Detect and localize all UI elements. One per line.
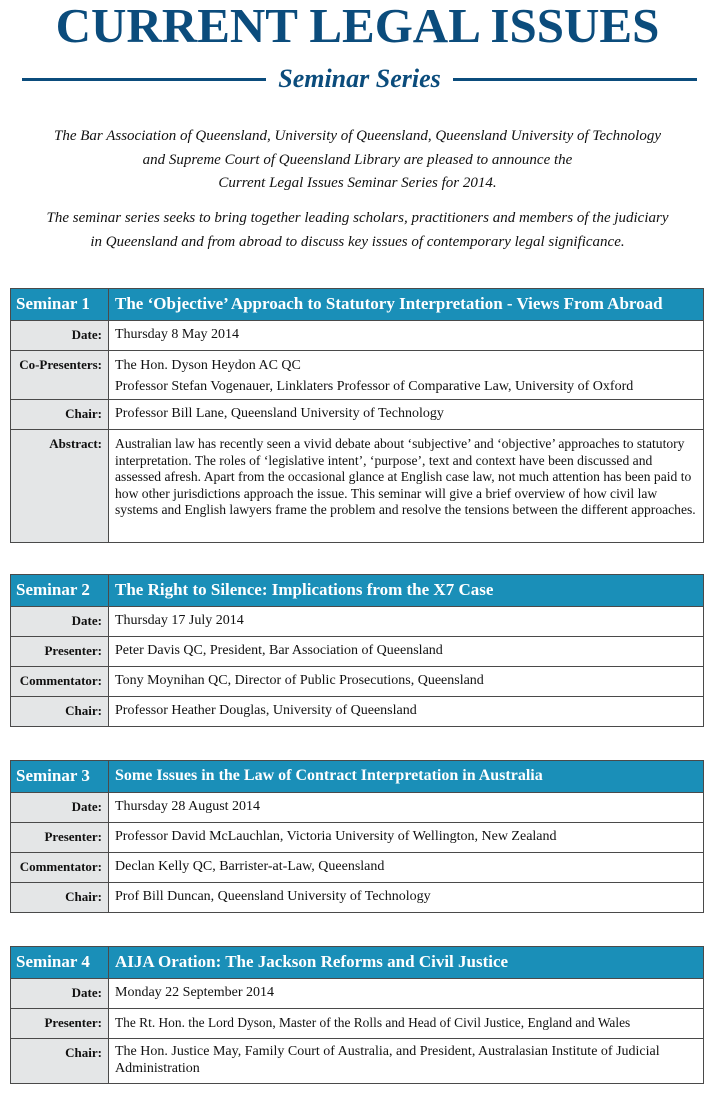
row-value: Declan Kelly QC, Barrister-at-Law, Queensland	[109, 853, 704, 883]
seminar-number: Seminar 2	[11, 575, 109, 607]
row-value: Thursday 28 August 2014	[109, 793, 704, 823]
seminar-row	[11, 1039, 704, 1084]
subtitle-row	[22, 60, 697, 98]
seminar-row	[11, 853, 704, 883]
seminar-row	[11, 979, 704, 1009]
row-value: Thursday 8 May 2014	[109, 321, 704, 351]
seminar-title: Some Issues in the Law of Contract Interpretation in Australia	[109, 761, 704, 793]
row-value: Professor Bill Lane, Queensland University of Technology	[109, 400, 704, 430]
seminar-header	[11, 289, 704, 321]
seminar-row	[11, 637, 704, 667]
seminar-number: Seminar 3	[11, 761, 109, 793]
row-value: Professor David McLauchlan, Victoria University of Wellington, New Zealand	[109, 823, 704, 853]
row-label: Chair:	[11, 883, 109, 913]
seminar-title: The Right to Silence: Implications from the X7 Case	[109, 575, 704, 607]
seminar-1-table	[10, 288, 704, 543]
intro-line: Current Legal Issues Seminar Series for 2014.	[218, 175, 497, 191]
row-label: Presenter:	[11, 637, 109, 667]
row-label: Date:	[11, 321, 109, 351]
row-label: Chair:	[11, 400, 109, 430]
subtitle-rule-right	[453, 78, 697, 81]
row-value: Prof Bill Duncan, Queensland University of Technology	[109, 883, 704, 913]
seminar-header	[11, 761, 704, 793]
row-value	[109, 351, 704, 400]
seminar-number: Seminar 1	[11, 289, 109, 321]
row-label: Chair:	[11, 1039, 109, 1084]
row-label: Date:	[11, 793, 109, 823]
seminar-row	[11, 883, 704, 913]
seminar-row	[11, 607, 704, 637]
row-label: Date:	[11, 979, 109, 1009]
intro-paragraph-1	[0, 125, 715, 196]
seminar-number: Seminar 4	[11, 947, 109, 979]
seminar-title: AIJA Oration: The Jackson Reforms and Civil Justice	[109, 947, 704, 979]
row-value: Australian law has recently seen a vivid debate about ‘subjective’ and ‘objective’ approaches to statutory interpretation. The roles of ‘legislative intent’, ‘purpose’, text and context have been discussed and assessed afresh. Apart from the occasional glance at English case law, not much attention has been paid to how other jurisdictions approach the issue. This seminar will give a brief overview of how civil law systems and English lawyers frame the problem and resolve the tensions between the different approaches.	[109, 430, 704, 543]
row-value: Monday 22 September 2014	[109, 979, 704, 1009]
row-label: Commentator:	[11, 667, 109, 697]
intro-line: in Queensland and from abroad to discuss key issues of contemporary legal significance.	[90, 233, 625, 250]
row-label: Abstract:	[11, 430, 109, 543]
seminar-4-table	[10, 946, 704, 1084]
row-label: Co-Presenters:	[11, 351, 109, 400]
intro-paragraph-2	[0, 207, 715, 254]
row-value: Tony Moynihan QC, Director of Public Prosecutions, Queensland	[109, 667, 704, 697]
row-label: Commentator:	[11, 853, 109, 883]
row-value: Professor Heather Douglas, University of Queensland	[109, 697, 704, 727]
subtitle: Seminar Series	[278, 64, 441, 93]
row-value: The Rt. Hon. the Lord Dyson, Master of the Rolls and Head of Civil Justice, England and Wales	[109, 1009, 704, 1039]
seminar-row	[11, 793, 704, 823]
seminar-row	[11, 321, 704, 351]
row-value-line: Professor Stefan Vogenauer, Linklaters Professor of Comparative Law, University of Oxford	[115, 379, 634, 394]
seminar-row	[11, 430, 704, 543]
row-value: The Hon. Justice May, Family Court of Australia, and President, Australasian Institute of Judicial Administration	[109, 1039, 704, 1084]
intro-line: and Supreme Court of Queensland Library are pleased to announce the	[142, 151, 573, 168]
seminar-row	[11, 1009, 704, 1039]
seminar-row	[11, 697, 704, 727]
seminar-2-table	[10, 574, 704, 727]
row-label: Presenter:	[11, 1009, 109, 1039]
row-label: Presenter:	[11, 823, 109, 853]
seminar-3-table	[10, 760, 704, 913]
seminar-title: The ‘Objective’ Approach to Statutory Interpretation - Views From Abroad	[109, 289, 704, 321]
intro-line: The seminar series seeks to bring together leading scholars, practitioners and members of the judiciary	[46, 210, 669, 226]
row-value: Thursday 17 July 2014	[109, 607, 704, 637]
seminar-row	[11, 400, 704, 430]
subtitle-rule-left	[22, 78, 266, 81]
intro-line: The Bar Association of Queensland, University of Queensland, Queensland University of Technology	[53, 128, 661, 144]
row-value-line: The Hon. Dyson Heydon AC QC	[115, 358, 301, 373]
row-label: Date:	[11, 607, 109, 637]
page-title: CURRENT LEGAL ISSUES	[55, 0, 660, 53]
seminar-header	[11, 575, 704, 607]
seminar-row	[11, 667, 704, 697]
seminar-row	[11, 351, 704, 400]
seminar-row	[11, 823, 704, 853]
seminar-header	[11, 947, 704, 979]
row-value: Peter Davis QC, President, Bar Association of Queensland	[109, 637, 704, 667]
row-label: Chair:	[11, 697, 109, 727]
